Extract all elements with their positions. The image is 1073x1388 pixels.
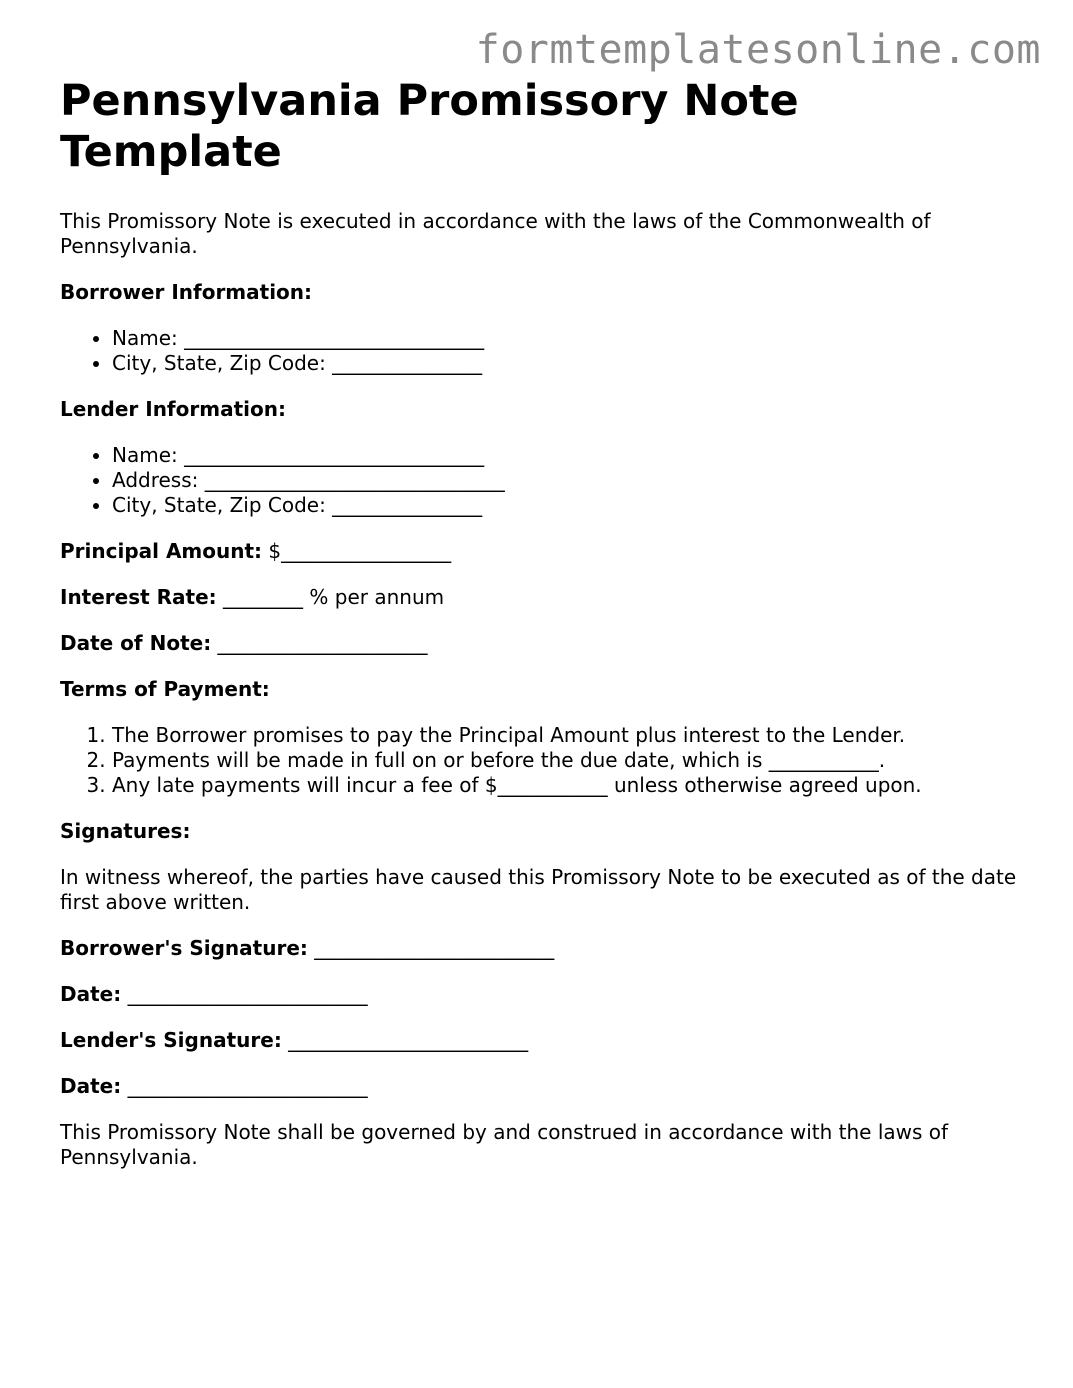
borrower-list <box>60 326 1030 376</box>
lender-name-field: • Name: ______________________________ <box>112 443 1030 468</box>
principal-blank: $_________________ <box>262 539 452 563</box>
borrower-signature-blank: ________________________ <box>307 936 555 960</box>
date-of-note <box>60 631 1030 656</box>
interest-label: Interest Rate: <box>60 585 217 609</box>
borrower-signature-label: Borrower's Signature: <box>60 936 308 960</box>
witness-paragraph: In witness whereof, the parties have caused this Promissory Note to be executed as of the date first above written. <box>60 865 1017 914</box>
principal-amount <box>60 539 1030 564</box>
borrower-name-field: • Name: ______________________________ <box>112 326 1030 351</box>
lender-date-label: Date: <box>60 1074 122 1098</box>
date-of-note-label: Date of Note: <box>60 631 212 655</box>
borrower-date-blank: ________________________ <box>121 982 368 1006</box>
lender-signature-blank: ________________________ <box>281 1028 529 1052</box>
terms-item-1: 1. The Borrower promises to pay the Principal Amount plus interest to the Lender. <box>112 723 1030 748</box>
interest-rate <box>60 585 1030 610</box>
borrower-signature <box>60 936 1030 961</box>
intro-paragraph: This Promissory Note is executed in accordance with the laws of the Commonwealth of Pennsylvania. <box>60 209 931 258</box>
borrower-date <box>60 982 1030 1007</box>
lender-signature-label: Lender's Signature: <box>60 1028 282 1052</box>
document <box>60 76 1030 1191</box>
closing-paragraph: This Promissory Note shall be governed by and construed in accordance with the laws of Pennsylvania. <box>60 1120 949 1169</box>
terms-list <box>60 723 1030 798</box>
terms-item-2: 2. Payments will be made in full on or before the due date, which is ___________. <box>112 748 1030 773</box>
interest-blank: ________ % per annum <box>216 585 445 609</box>
lender-heading: Lender Information: <box>60 397 286 421</box>
lender-city-field: • City, State, Zip Code: _______________ <box>112 493 1030 518</box>
lender-date-blank: ________________________ <box>121 1074 368 1098</box>
borrower-heading: Borrower Information: <box>60 280 313 304</box>
borrower-city-field: • City, State, Zip Code: _______________ <box>112 351 1030 376</box>
borrower-date-label: Date: <box>60 982 122 1006</box>
lender-date <box>60 1074 1030 1099</box>
signatures-heading: Signatures: <box>60 819 191 843</box>
watermark: formtemplatesonline.com <box>475 27 1041 73</box>
principal-label: Principal Amount: <box>60 539 263 563</box>
lender-signature <box>60 1028 1030 1053</box>
terms-item-3: 3. Any late payments will incur a fee of $___________ unless otherwise agreed upon. <box>112 773 1030 798</box>
page-title: Pennsylvania Promissory Note Template <box>60 76 799 177</box>
lender-list <box>60 443 1030 518</box>
terms-heading: Terms of Payment: <box>60 677 270 701</box>
date-of-note-blank: _____________________ <box>211 631 428 655</box>
lender-address-field: • Address: ______________________________ <box>112 468 1030 493</box>
